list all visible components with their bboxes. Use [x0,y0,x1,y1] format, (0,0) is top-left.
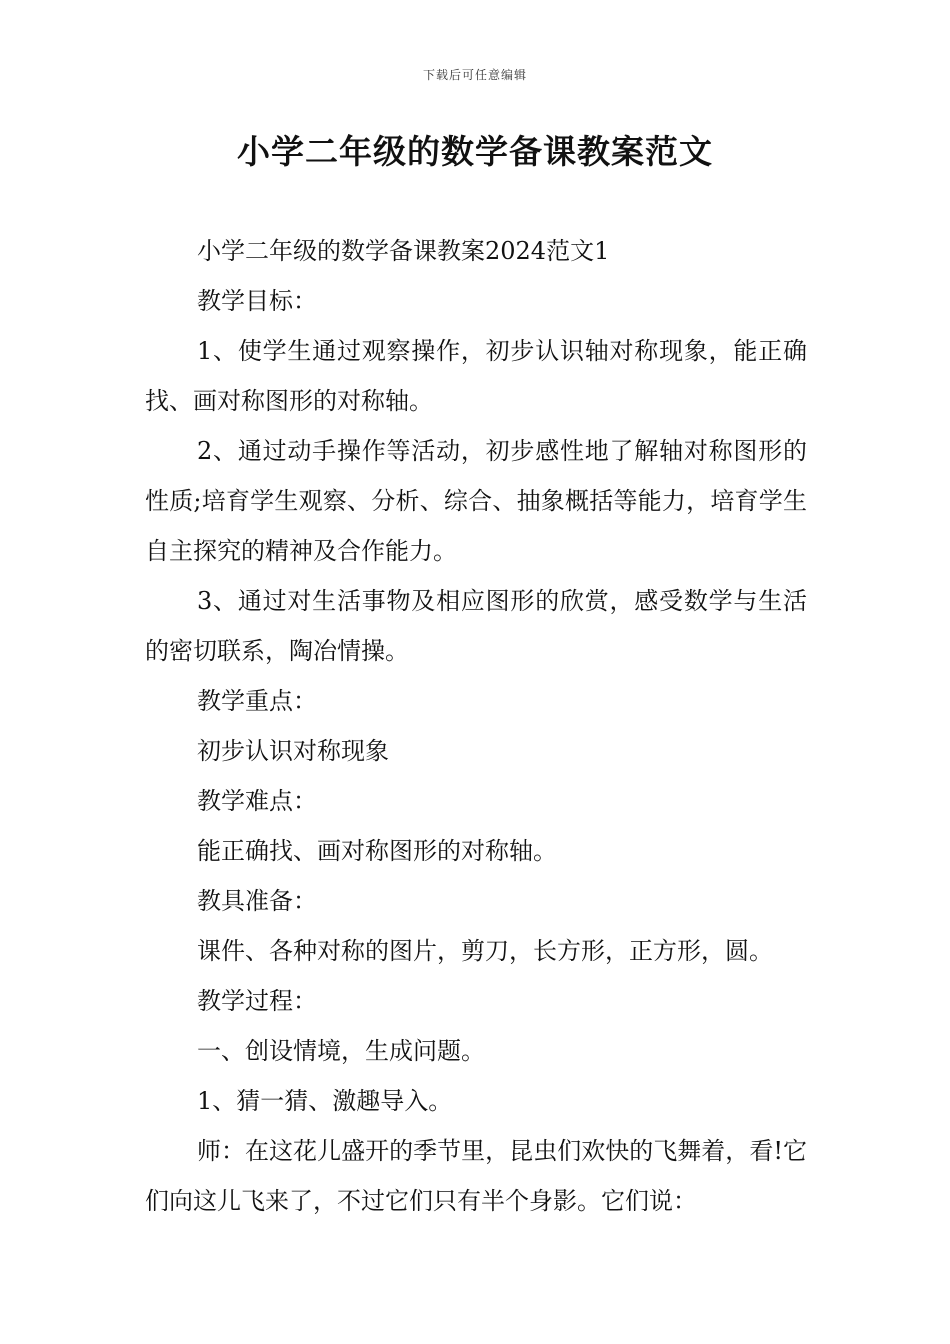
paragraph-objective-3: 3、通过对生活事物及相应图形的欣赏，感受数学与生活的密切联系，陶冶情操。 [145,587,807,665]
document-body [145,226,807,1226]
paragraph-process-step-1: 一、创设情境，生成问题。 [197,1037,485,1065]
header-note: 下载后可任意编辑 [422,68,527,82]
paragraph-heading-objectives: 教学目标： [197,287,317,315]
paragraph-objective-1: 1、使学生通过观察操作，初步认识轴对称现象，能正确找、画对称图形的对称轴。 [145,337,807,415]
paragraph-key-points: 初步认识对称现象 [197,737,389,765]
paragraph-heading-process: 教学过程： [197,987,317,1015]
paragraph-heading-key-points: 教学重点： [197,687,317,715]
paragraph-teacher-intro: 师：在这花儿盛开的季节里，昆虫们欢快的飞舞着，看!它们向这儿飞来了，不过它们只有半个身影。它们说： [145,1137,807,1215]
paragraph-materials: 课件、各种对称的图片，剪刀，长方形，正方形，圆。 [197,937,773,965]
paragraph-process-step-1-1: 1、猜一猜、激趣导入。 [197,1087,453,1115]
paragraph-objective-2: 2、通过动手操作等活动，初步感性地了解轴对称图形的性质;培育学生观察、分析、综合、抽象概括等能力，培育学生自主探究的精神及合作能力。 [145,437,807,565]
paragraph-heading-difficulties: 教学难点： [197,787,317,815]
document-title: 小学二年级的数学备课教案范文 [237,132,713,171]
paragraph-difficulties: 能正确找、画对称图形的对称轴。 [197,837,557,865]
paragraph-subtitle: 小学二年级的数学备课教案2024范文1 [197,237,610,265]
paragraph-heading-materials: 教具准备： [197,887,317,915]
